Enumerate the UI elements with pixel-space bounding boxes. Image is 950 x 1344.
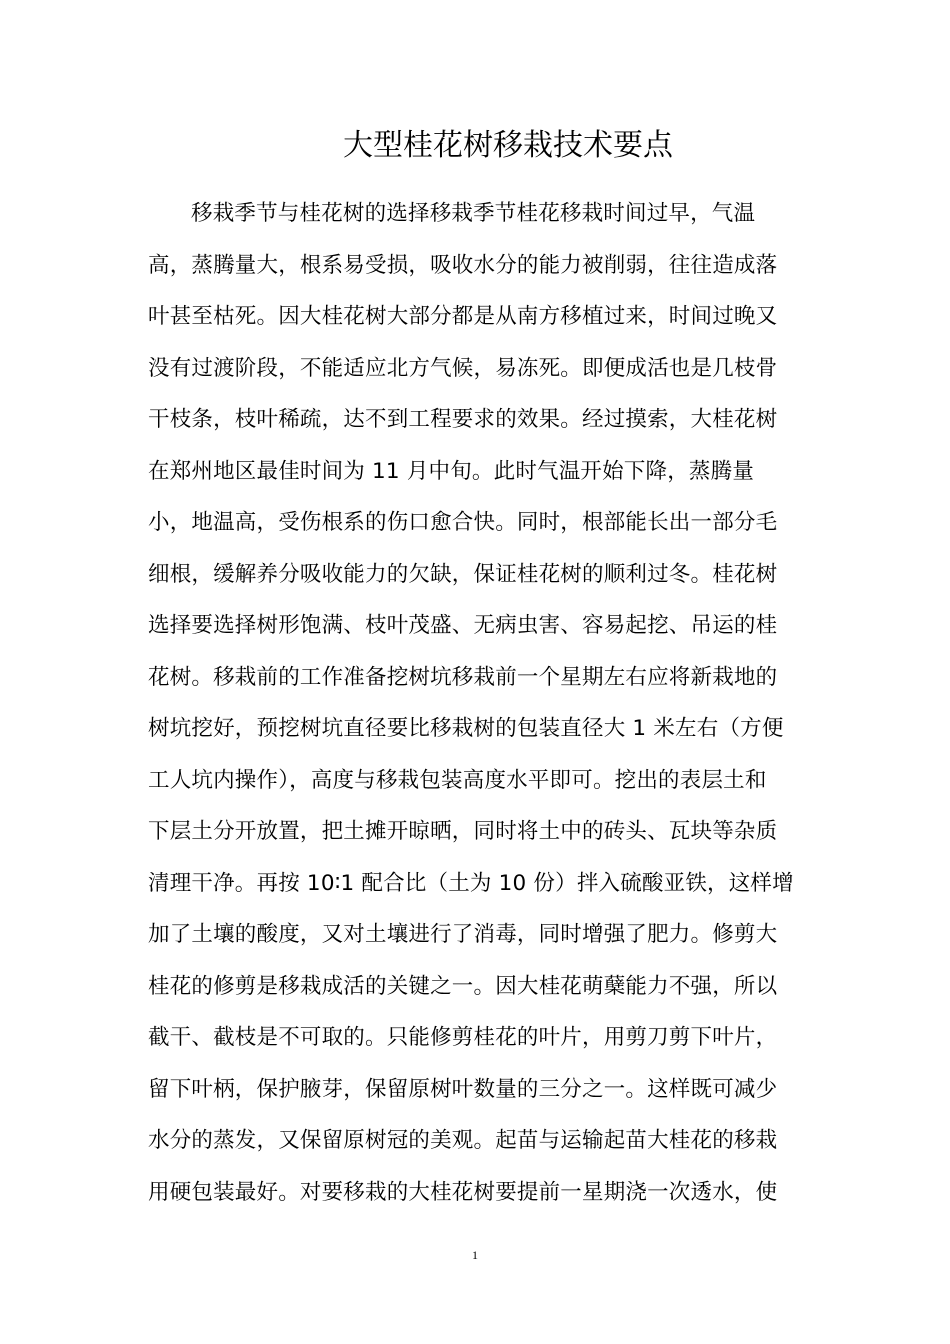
body-line: 叶甚至枯死。因大桂花树大部分都是从南方移植过来，时间过晚又 xyxy=(148,304,778,329)
body-line: 清理干净。再按 10∶1 配合比（土为 10 份）拌入硫酸亚铁，这样增 xyxy=(148,870,794,896)
body-line: 高，蒸腾量大，根系易受损，吸收水分的能力被削弱，往往造成落 xyxy=(148,252,778,278)
body-line: 没有过渡阶段，不能适应北方气候，易冻死。即便成活也是几枝骨 xyxy=(148,355,778,381)
body-line: 移栽季节与桂花树的选择移栽季节桂花移栽时间过早，气温 xyxy=(191,201,756,226)
body-line: 树坑挖好，预挖树坑直径要比移栽树的包装直径大 1 米左右（方便 xyxy=(148,716,784,741)
body-line: 下层土分开放置，把土摊开晾晒，同时将土中的砖头、瓦块等杂质 xyxy=(148,819,778,844)
body-line: 桂花的修剪是移栽成活的关键之一。因大桂花萌蘖能力不强，所以 xyxy=(148,973,778,999)
body-line: 用硬包装最好。对要移栽的大桂花树要提前一星期浇一次透水，使 xyxy=(148,1179,778,1205)
document-title: 大型桂花树移栽技术要点 xyxy=(343,128,673,163)
body-line: 花树。移栽前的工作准备挖树坑移栽前一个星期左右应将新栽地的 xyxy=(148,664,778,690)
body-line: 截干、截枝是不可取的。只能修剪桂花的叶片，用剪刀剪下叶片， xyxy=(148,1025,778,1050)
body-line: 留下叶柄，保护腋芽，保留原树叶数量的三分之一。这样既可减少 xyxy=(148,1076,778,1102)
body-line: 小，地温高，受伤根系的伤口愈合快。同时，根部能长出一部分毛 xyxy=(148,510,778,535)
document-body xyxy=(148,198,808,1228)
body-line: 工人坑内操作），高度与移栽包装高度水平即可。挖出的表层土和 xyxy=(148,767,767,793)
body-line: 在郑州地区最佳时间为 11 月中旬。此时气温开始下降，蒸腾量 xyxy=(148,458,755,484)
body-line: 选择要选择树形饱满、枝叶茂盛、无病虫害、容易起挖、吊运的桂 xyxy=(148,613,778,638)
page-number: 1 xyxy=(472,1248,478,1262)
body-line: 干枝条，枝叶稀疏，达不到工程要求的效果。经过摸索，大桂花树 xyxy=(148,407,778,432)
body-line: 细根，缓解养分吸收能力的欠缺，保证桂花树的顺利过冬。桂花树 xyxy=(148,561,778,587)
body-line: 水分的蒸发，又保留原树冠的美观。起苗与运输起苗大桂花的移栽 xyxy=(148,1128,778,1153)
body-line: 加了土壤的酸度，又对土壤进行了消毒，同时增强了肥力。修剪大 xyxy=(148,922,778,947)
